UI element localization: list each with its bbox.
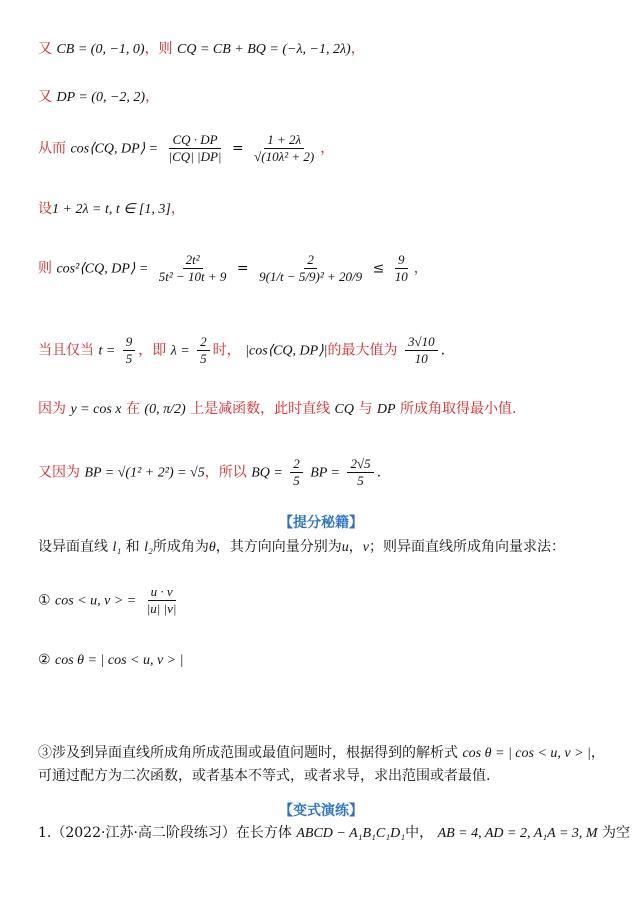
tips-item-2: ② cos θ = | cos < u, v > | xyxy=(38,652,184,668)
fraction: $\frac{2}{5}$ xyxy=(290,456,303,489)
fraction: $\frac{9}{5}$ xyxy=(123,334,136,367)
solution-line-5: 则 cos²⟨CQ, DP⟩ = $\frac{\text{2t²}}{\text{5t² − 10t + 9}}$ = $\frac{2}{\text{9(1/t − 5/9)² + 20/9}}$ ≤ $\frac{9}{10}$ ， xyxy=(38,252,428,284)
solution-line-8: 又因为 BP = √(1² + 2²) = √5，所以 BQ = $\frac{2}{5}$ BP = $\frac{2√5}{5}$ . xyxy=(38,456,382,488)
tips-heading: 【提分秘籍】 xyxy=(279,515,363,531)
practice-question-1: 1.（2022·江苏·高二阶段练习）在长方体 ABCD − A₁B₁C₁D₁中， AB = 4, AD = 2, A₁A = 3, M 为空 xyxy=(38,825,631,841)
fraction: $\frac{2}{\text{9(1/t − 5/9)² + 20/9}}$ xyxy=(259,252,363,284)
solution-line-1: 又 CB = (0, −1, 0)，则 CQ = CB + BQ = (−λ, −1, 2λ)， xyxy=(38,41,365,57)
solution-line-7: 因为 y = cos x 在 (0, π/2) 上是减函数，此时直线 CQ 与 DP 所成角取得最小值. xyxy=(38,401,517,417)
fraction: $\frac{\text{2t²}}{\text{5t² − 10t + 9}}$ xyxy=(158,252,227,284)
practice-heading: 【变式演练】 xyxy=(279,803,363,819)
fraction: $\frac{1 + 2\lambda}{\text{√(10λ² + 2)}}$ xyxy=(254,132,315,164)
fraction: $\frac{2√5}{5}$ xyxy=(347,456,373,489)
fraction: $\frac{CQ \cdot DP}{|CQ| |DP|}$ xyxy=(168,132,222,164)
solution-line-3: 从而 cos⟨CQ, DP⟩ = $\frac{CQ \cdot DP}{|CQ| |DP|}$ = $\frac{1 + 2\lambda}{\text{√(10λ² + 2)}}$ ， xyxy=(38,132,335,164)
tips-item-1: ① cos < u, v > = $\frac{u \cdot v}{|u| |v|}$ xyxy=(38,584,183,617)
fraction: $\frac{9}{10}$ xyxy=(394,252,408,284)
solution-line-4: 设1 + 2λ = t, t ∈ [1, 3]， xyxy=(38,201,185,217)
tips-intro: 设异面直线 l₁ 和 l₂所成角为θ，其方向向量分别为u，v；则异面直线所成角向量求法： xyxy=(38,539,565,555)
tips-item-3: ③涉及到异面直线所成角所成范围或最值问题时，根据得到的解析式 cos θ = | cos < u, v > |，可通过配方为二次函数，或者基本不等式，或者求导，求出范围或者最值. xyxy=(38,745,605,784)
fraction: $\frac{3√10}{10}$ xyxy=(405,334,438,367)
solution-line-6: 当且仅当 t = $\frac{9}{5}$ ，即 λ = $\frac{2}{5}$ 时， |cos⟨CQ, DP⟩|的最大值为 $\frac{3√10}{10}$ . xyxy=(38,334,446,366)
solution-line-2: 又 DP = (0, −2, 2)， xyxy=(38,89,160,105)
fraction: $\frac{u \cdot v}{|u| |v|}$ xyxy=(146,584,177,616)
fraction: $\frac{2}{5}$ xyxy=(197,334,210,367)
